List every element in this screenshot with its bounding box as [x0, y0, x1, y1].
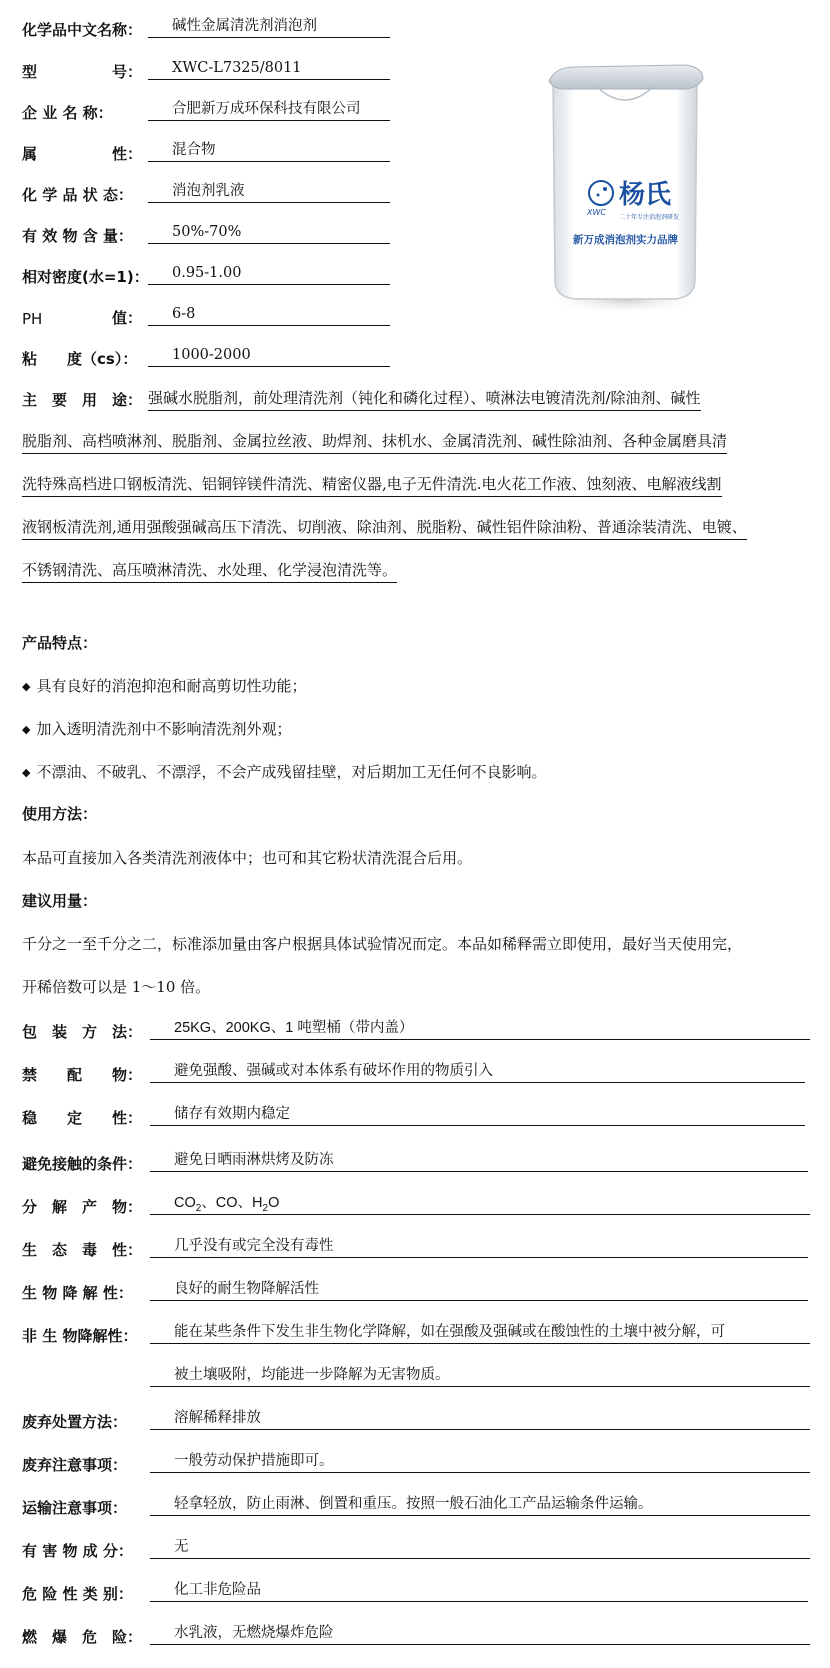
label-model-a: 型: [22, 63, 38, 81]
label-incompat: 禁 配 物：: [22, 1066, 143, 1084]
features-heading: 产品特点：: [22, 634, 98, 652]
label-waste: 废弃注意事项：: [22, 1456, 128, 1474]
usage-line-2: 脱脂剂、高档喷淋剂、脱脂剂、金属拉丝液、助焊剂、抹机水、金属清洗剂、碱性除油剂、各种金属磨具清: [22, 432, 727, 454]
label-avoid: 避免接触的条件：: [22, 1155, 143, 1173]
label-company: 企 业 名 称：: [22, 104, 113, 122]
field-toxicity: [22, 1234, 142, 1260]
feature-item: ◆ 不漂油、不破乳、不漂浮，不会产成残留挂壁，对后期加工无任何不良影响。: [22, 763, 547, 781]
field-disposal: [22, 1406, 127, 1432]
feature-item: ◆ 具有良好的消泡抑泡和耐高剪切性功能；: [22, 677, 307, 695]
field-state: [22, 179, 133, 205]
field-stable: [22, 1102, 142, 1128]
label-decomp: 分 解 产 物：: [22, 1198, 143, 1216]
field-density: [22, 261, 149, 287]
label-attr-b: 性：: [112, 145, 143, 163]
value-viscosity: 1000-2000: [148, 343, 390, 367]
value-nonbio-2: 被土壤吸附，均能进一步降解为无害物质。: [150, 1363, 810, 1387]
label-packing: 包 装 方 法：: [22, 1023, 143, 1041]
label-transport: 运输注意事项：: [22, 1499, 128, 1517]
value-fire: 水乳液，无燃烧爆炸危险: [150, 1621, 810, 1645]
usage-line-1: 强碱水脱脂剂，前处理清洗剂（钝化和磷化过程）、喷淋法电镀清洗剂/除油剂、碱性: [148, 389, 701, 411]
label-fire: 燃 爆 危 险：: [22, 1628, 143, 1646]
usage-line-4: 液钢板清洗剂,通用强酸强碱高压下清洗、切削液、除油剂、脱脂粉、碱性铝件除油粉、普通涂装清洗、电镀、: [22, 518, 747, 540]
value-model: XWC-L7325/8011: [148, 56, 390, 80]
field-harmful: [22, 1535, 133, 1561]
field-model: [22, 56, 142, 82]
field-packing: [22, 1016, 142, 1042]
field-content: [22, 220, 133, 246]
logo-sub: 二十年专注消泡剂研发: [619, 214, 680, 221]
value-ph: 6-8: [148, 302, 390, 326]
label-toxicity: 生 态 毒 性：: [22, 1241, 143, 1259]
value-packing: 25KG、200KG、1 吨塑桶（带内盖）: [150, 1016, 810, 1040]
field-decomp: [22, 1191, 142, 1217]
label-viscosity: 粘 度（cs）：: [22, 350, 138, 368]
value-density: 0.95-1.00: [148, 261, 390, 285]
field-nonbio: [22, 1320, 137, 1346]
label-disposal: 废弃处置方法：: [22, 1413, 128, 1431]
diamond-bullet-icon: ◆: [22, 680, 31, 693]
value-toxicity: 几乎没有或完全没有毒性: [150, 1234, 808, 1258]
label-danger: 危 险 性 类 别：: [22, 1585, 133, 1603]
label-attr-a: 属: [22, 145, 38, 163]
field-biodeg: [22, 1277, 133, 1303]
value-content: 50%-70%: [148, 220, 390, 244]
value-disposal: 溶解稀释排放: [150, 1406, 810, 1430]
label-nonbio: 非 生 物降解性：: [22, 1327, 138, 1345]
field-fire: [22, 1621, 142, 1647]
field-viscosity: [22, 343, 137, 369]
value-name: 碱性金属清洗剂消泡剂: [148, 14, 390, 38]
method-text: 本品可直接加入各类清洗剂液体中；也可和其它粉状清洗混合后用。: [22, 849, 473, 867]
field-company: [22, 97, 113, 123]
value-attr: 混合物: [148, 138, 390, 162]
product-image: [535, 55, 715, 330]
value-incompat: 避免强酸、强碱或对本体系有破坏作用的物质引入: [150, 1059, 805, 1083]
label-name: 化学品中文名称：: [22, 21, 143, 39]
logo-text: 杨氏: [619, 180, 672, 210]
label-density: 相对密度(水=1)：: [22, 268, 149, 286]
dosage-line-2: 开稀倍数可以是 1～10 倍。: [22, 978, 211, 996]
field-waste: [22, 1449, 127, 1475]
value-company: 合肥新万成环保科技有限公司: [148, 97, 390, 121]
diamond-bullet-icon: ◆: [22, 766, 31, 779]
label-biodeg: 生 物 降 解 性：: [22, 1284, 133, 1302]
field-attr: [22, 138, 142, 164]
dosage-heading: 建议用量：: [22, 892, 98, 910]
field-name: [22, 14, 142, 40]
field-transport: [22, 1492, 127, 1518]
diamond-bullet-icon: ◆: [22, 723, 31, 736]
usage-line-3: 洗特殊高档进口钢板清洗、铝铜锌镁件清洗、精密仪器,电子无件清洗.电火花工作液、蚀刻液、电解液线割: [22, 475, 722, 497]
value-decomp: $CO_2$、CO、$H_2O$: [150, 1191, 810, 1215]
value-state: 消泡剂乳液: [148, 179, 390, 203]
value-danger: 化工非危险品: [150, 1578, 808, 1602]
slogan: 新万成消泡剂实力品牌: [573, 234, 678, 246]
field-avoid: [22, 1148, 142, 1174]
label-model-b: 号：: [112, 63, 143, 81]
method-heading: 使用方法：: [22, 805, 98, 823]
label-stable: 稳 定 性：: [22, 1109, 143, 1127]
usage-text: [22, 377, 812, 592]
field-danger: [22, 1578, 133, 1604]
feature-item: ◆ 加入透明清洗剂中不影响清洗剂外观；: [22, 720, 292, 738]
value-nonbio-1: 能在某些条件下发生非生物化学降解，如在强酸及强碱或在酸蚀性的土壤中被分解，可: [150, 1320, 810, 1344]
field-incompat: [22, 1059, 142, 1085]
label-ph-b: 值：: [112, 309, 143, 327]
value-avoid: 避免日晒雨淋烘烤及防冻: [150, 1148, 808, 1172]
value-harmful: 无: [150, 1535, 810, 1559]
dosage-line-1: 千分之一至千分之二，标准添加量由客户根据具体试验情况而定。本品如稀释需立即使用，最好当天使用完，: [22, 935, 743, 953]
label-content: 有 效 物 含 量：: [22, 227, 133, 245]
beaker-icon: [535, 55, 715, 330]
label-state: 化 学 品 状 态：: [22, 186, 133, 204]
usage-line-5: 不锈钢清洗、高压喷淋清洗、水处理、化学浸泡清洗等。: [22, 561, 397, 583]
value-stable: 储存有效期内稳定: [150, 1102, 805, 1126]
label-usage: 主 要 用 途：: [22, 391, 143, 409]
field-ph: [22, 302, 142, 328]
brand-abbr: XWC: [587, 208, 606, 217]
label-ph-a: PH: [22, 310, 43, 328]
value-biodeg: 良好的耐生物降解活性: [150, 1277, 808, 1301]
label-harmful: 有 害 物 成 分：: [22, 1542, 133, 1560]
value-transport: 轻拿轻放，防止雨淋、倒置和重压。按照一般石油化工产品运输条件运输。: [150, 1492, 810, 1516]
value-waste: 一般劳动保护措施即可。: [150, 1449, 810, 1473]
